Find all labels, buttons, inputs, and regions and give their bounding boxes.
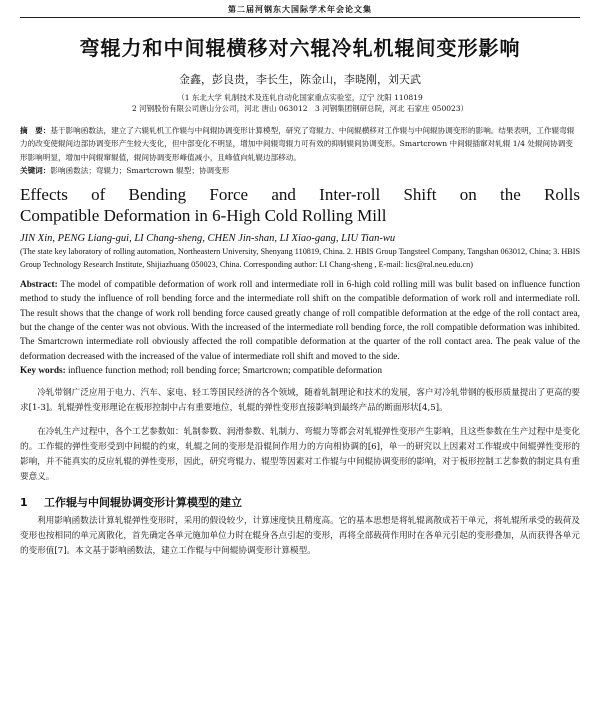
english-abstract-text: The model of compatible deformation of work roll and intermediate roll in 6-high cold rolling mill was bulit based on influence function method to study the influence of roll bending force and the intermediate roll shift on the compatible deformation of work roll and intermediate roll. The result shows that the change of work roll bending force caused greatly change of roll compatible deformation at the edge of the roll contact area, but the change of the center was not obvious. With the increased of the intermediate roll bending force, the roll compatible deformation was inhibited. The Smartcrown intermediate roll obviously affected the roll compatible deformation at the quarter of the roll contact area. The peak value of the deformation decreased with the increased of the value of intermediate roll shift and moved to the side. — [20, 279, 580, 362]
english-authors: JIN Xin, PENG Liang-gui, LI Chang-sheng, CHEN Jin-shan, LI Xiao-gang, LIU Tian-wu — [20, 233, 396, 245]
english-title-line: Effects of Bending Force and Inter-roll Shift on the Rolls — [20, 184, 580, 204]
english-keywords-label: Key words: — [20, 366, 66, 377]
english-title-line: Compatible Deformation in 6-High Cold Rolling Mill — [20, 206, 387, 226]
running-header: 第二届河钢东大国际学术年会论文集 — [20, 4, 580, 18]
chinese-authors: 金鑫，彭良贵，李长生，陈金山，李晓刚，刘天武 — [179, 73, 421, 86]
chinese-abstract-text: 基于影响函数法，建立了六辊轧机工作辊与中间辊协调变形计算模型，研究了弯辊力、中间辊横移对工作辊与中间辊协调变形的影响。结果表明，工作辊弯辊力的改变使辊间边部协调变形产生较大变化，但中部变化不明显，增加中间辊弯辊力可有效的抑制辊间协调变形。Smartcrown 中间辊插窜对轧辊 1/4 处辊间协调变形影响明显，增加中间辊窜辊值，辊间协调变形峰值减小，且峰值向轧辊边部移动。 — [20, 126, 575, 162]
chinese-affiliation-line: 2 河钢股份有限公司唐山分公司，河北 唐山 063012 3 河钢集团钢研总院，河北 石家庄 050023） — [131, 103, 469, 113]
chinese-abstract-label: 摘 要： — [20, 126, 51, 135]
section-heading — [20, 494, 580, 510]
english-abstract-label: Abstract: — [20, 279, 58, 290]
chinese-title: 弯辊力和中间辊横移对六辊冷轧机辊间变形影响 — [79, 36, 521, 60]
english-keywords-text: influence function method; roll bending force; Smartcrown; compatible deformation — [68, 366, 382, 377]
chinese-keywords — [20, 165, 580, 176]
body-paragraph: 在冷轧生产过程中，各个工艺参数如：轧制参数、润滑参数、轧制力、弯辊力等都会对轧辊弹性变形产生影响，且这些参数在生产过程中是变化的。工作辊的弹性变形受到中间辊的约束，轧辊之间的变形是沿辊间作用力的方向相协调的[6]，单一的研究以上因素对工作辊或中间辊弹性变形的影响，并不能真实的反应轧辊的弹性变形，因此，研究弯辊力、辊型等因素对工作辊与中间辊协调变形的影响，对于板形控制工艺参数的制定具有重要意义。 — [20, 426, 580, 482]
english-keywords — [20, 366, 580, 376]
chinese-affiliations — [20, 93, 580, 114]
english-affiliation: (The state key laboratory of rolling automation, Northeastern University, Shenyang 110819, China. 2. HBIS Group Tangsteel Company, Tangshan 063012, China; 3. HBIS Group Technology Research Institute, Shijiazhuang 050023, China. Corresponding author: LI Chang-sheng , E-mail: lics@ral.neu.edu.cn) — [20, 247, 580, 270]
chinese-affiliation-line: （1 东北大学 轧制技术及连轧自动化国家重点实验室，辽宁 沈阳 110819 — [177, 93, 423, 102]
paper-page — [20, 0, 580, 559]
chinese-keywords-text: 影响函数法；弯辊力；Smartcrown 辊型；协调变形 — [50, 165, 230, 175]
chinese-abstract — [20, 124, 580, 164]
section-number: 1 — [20, 495, 28, 509]
body-paragraph: 冷轧带钢广泛应用于电力、汽车、家电、轻工等国民经济的各个领域，随着轧制理论和技术的发展，客户对冷轧带钢的板形质量提出了更高的要求[1-3]。轧辊弹性变形理论在板形控制中占有重要地位，轧辊的弹性变形直接影响到最终产品的断面形状[4,5]。 — [20, 388, 580, 414]
chinese-keywords-label: 关键词： — [20, 165, 51, 175]
english-title — [20, 184, 580, 227]
section-title: 工作辊与中间辊协调变形计算模型的建立 — [44, 495, 242, 509]
english-abstract — [20, 278, 580, 364]
body-paragraph: 利用影响函数法计算轧辊弹性变形时，采用的假设较少，计算速度快且精度高。它的基本思想是将轧辊离散成若干单元，将轧辊所承受的载荷及变形也按相同的单元离散化，首先确定各单元施加单位力时在辊身各点引起的变形，再将全部载荷作用时在各单元引起的变形叠加，从而获得各单元的变形值[7]。本文基于影响函数法，建立工作辊与中间辊协调变形计算模型。 — [20, 515, 580, 556]
